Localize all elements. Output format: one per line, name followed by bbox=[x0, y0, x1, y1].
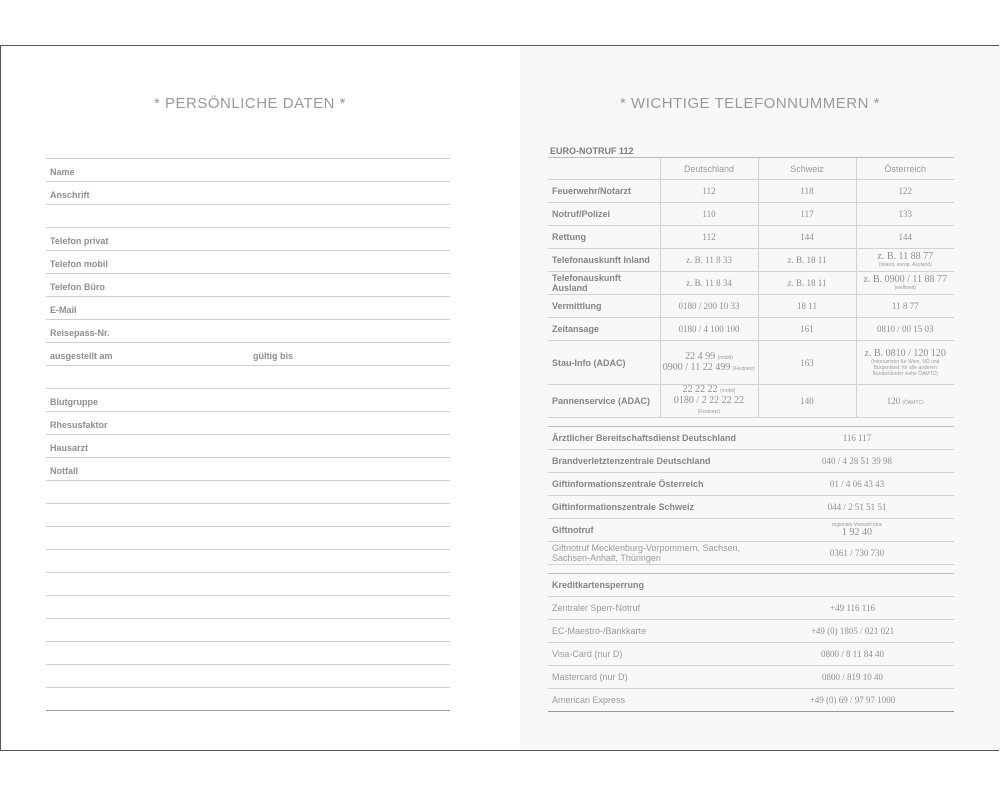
list-item bbox=[548, 427, 954, 450]
number-note: (mobil) bbox=[720, 388, 736, 394]
de-number: z. B. 11 8 34 bbox=[660, 272, 758, 295]
form-row[interactable] bbox=[46, 550, 450, 573]
card-number: 0800 / 819 10 40 bbox=[751, 666, 954, 689]
row-label: Zeitansage bbox=[548, 318, 660, 341]
ch-number: 140 bbox=[758, 385, 856, 418]
row-label: Notruf/Polizei bbox=[548, 203, 660, 226]
table-row bbox=[548, 226, 954, 249]
ch-number: 161 bbox=[758, 318, 856, 341]
number-line: 040 / 4 28 51 39 98 bbox=[821, 456, 892, 466]
form-row[interactable] bbox=[46, 343, 450, 366]
form-row[interactable] bbox=[46, 596, 450, 619]
section-spacer bbox=[548, 565, 954, 574]
row-label: Pannenservice (ADAC) bbox=[548, 385, 660, 418]
list-item bbox=[548, 496, 954, 519]
form-label: Name bbox=[50, 167, 75, 177]
credit-card-table bbox=[548, 574, 954, 712]
card-name: EC-Maestro-/Bankkarte bbox=[548, 620, 751, 643]
emergency-table-header bbox=[548, 158, 954, 180]
form-label: Blutgruppe bbox=[50, 397, 98, 407]
phone-numbers-title: * WICHTIGE TELEFONNUMMERN * bbox=[620, 95, 880, 112]
form-row[interactable] bbox=[46, 688, 450, 711]
table-row bbox=[548, 180, 954, 203]
list-item bbox=[548, 473, 954, 496]
ch-number: 118 bbox=[758, 180, 856, 203]
number-line: 1 92 40 bbox=[842, 527, 872, 538]
number-note: (ÖAMTC) bbox=[902, 400, 924, 406]
table-row bbox=[548, 203, 954, 226]
form-row[interactable] bbox=[46, 320, 450, 343]
form-row[interactable] bbox=[46, 527, 450, 550]
number-note: (Festnetz) bbox=[732, 365, 756, 372]
table-row bbox=[548, 341, 954, 385]
card-name: Zentraler Sperr-Notruf bbox=[548, 597, 751, 620]
form-label: E-Mail bbox=[50, 305, 77, 315]
form-row[interactable] bbox=[46, 642, 450, 665]
phone-numbers-section bbox=[548, 140, 954, 712]
form-row[interactable] bbox=[46, 665, 450, 688]
row-label: Stau-Info (ADAC) bbox=[548, 341, 660, 385]
card-name: American Express bbox=[548, 689, 751, 712]
number-line: 116 117 bbox=[842, 433, 872, 443]
de-number: 112 bbox=[660, 226, 758, 249]
form-label: Anschrift bbox=[50, 190, 90, 200]
personal-data-title: * PERSÖNLICHE DATEN * bbox=[154, 95, 346, 112]
list-item bbox=[548, 689, 954, 712]
at-number: 144 bbox=[856, 226, 954, 249]
service-number bbox=[760, 450, 954, 473]
table-row bbox=[548, 385, 954, 418]
table-row bbox=[548, 318, 954, 341]
form-row[interactable] bbox=[46, 435, 450, 458]
card-name: Visa-Card (nur D) bbox=[548, 643, 751, 666]
at-number: 11 8 77 bbox=[856, 295, 954, 318]
at-number: 0810 / 00 15 03 bbox=[856, 318, 954, 341]
number-line: z. B. 0900 / 11 88 77 bbox=[863, 274, 947, 285]
number-line: 0361 / 730 730 bbox=[829, 548, 885, 558]
euro-notruf-heading: EURO-NOTRUF 112 bbox=[548, 140, 954, 158]
form-label: Telefon mobil bbox=[50, 259, 108, 269]
number-line: 01 / 4 06 43 43 bbox=[829, 479, 885, 489]
form-label: Telefon privat bbox=[50, 236, 109, 246]
form-row[interactable] bbox=[46, 412, 450, 435]
number-note: (weltweit) bbox=[894, 285, 916, 291]
country-header: Deutschland bbox=[660, 158, 758, 180]
country-header: Österreich bbox=[856, 158, 954, 180]
service-number bbox=[760, 427, 954, 450]
table-row bbox=[548, 295, 954, 318]
list-item bbox=[548, 620, 954, 643]
card-number: 0800 / 8 11 84 40 bbox=[751, 643, 954, 666]
header-empty-cell bbox=[548, 158, 660, 180]
ch-number: 163 bbox=[758, 341, 856, 385]
de-number: 110 bbox=[660, 203, 758, 226]
form-row[interactable] bbox=[46, 205, 450, 228]
form-label-secondary: gültig bis bbox=[253, 351, 293, 361]
number-note: (Inland, europ. Ausland) bbox=[878, 262, 932, 268]
de-number bbox=[660, 385, 758, 418]
form-row[interactable] bbox=[46, 274, 450, 297]
form-label: Notfall bbox=[50, 466, 78, 476]
at-number bbox=[856, 341, 954, 385]
number-line: 0900 / 11 22 499 bbox=[662, 361, 731, 373]
form-label: Telefon Büro bbox=[50, 282, 105, 292]
service-name: Giftinformationszentrale Österreich bbox=[548, 473, 760, 496]
form-row[interactable] bbox=[46, 182, 450, 205]
form-row[interactable] bbox=[46, 297, 450, 320]
at-number bbox=[856, 385, 954, 418]
table-row bbox=[548, 249, 954, 272]
row-label: Vermittlung bbox=[548, 295, 660, 318]
ch-number: 18 11 bbox=[758, 295, 856, 318]
form-label: Hausarzt bbox=[50, 443, 89, 453]
service-number bbox=[760, 519, 954, 542]
row-label: Telefonauskunft Inland bbox=[548, 249, 660, 272]
at-number bbox=[856, 249, 954, 272]
service-number bbox=[760, 496, 954, 519]
de-number: z. B. 11 8 33 bbox=[660, 249, 758, 272]
section-spacer bbox=[548, 418, 954, 427]
personal-data-form bbox=[46, 158, 450, 711]
list-item bbox=[548, 450, 954, 473]
ch-number: z. B. 18 11 bbox=[758, 249, 856, 272]
form-row[interactable] bbox=[46, 504, 450, 527]
service-name: Giftnotruf bbox=[548, 519, 760, 542]
credit-card-heading: Kreditkartensperrung bbox=[548, 574, 954, 597]
form-row[interactable] bbox=[46, 481, 450, 504]
list-item bbox=[548, 643, 954, 666]
row-label: Rettung bbox=[548, 226, 660, 249]
list-item bbox=[548, 519, 954, 542]
at-number: 133 bbox=[856, 203, 954, 226]
number-note: (Festnetz) bbox=[697, 409, 721, 415]
service-number bbox=[760, 473, 954, 496]
form-row[interactable] bbox=[46, 158, 450, 182]
card-name: Mastercard (nur D) bbox=[548, 666, 751, 689]
services-table bbox=[548, 427, 954, 565]
form-label: Rhesusfaktor bbox=[50, 420, 108, 430]
number-line: z. B. 0810 / 120 120 bbox=[864, 347, 946, 359]
card-number: +49 116 116 bbox=[751, 597, 954, 620]
number-line: 120 bbox=[886, 396, 901, 406]
country-header: Schweiz bbox=[758, 158, 856, 180]
number-line: 0180 / 2 22 22 22 bbox=[673, 395, 745, 406]
form-row[interactable] bbox=[46, 458, 450, 481]
number-note: (Infonummer für Wien, NÖ und Burgenland, für alle anderen Bundesländer siehe ÖAMTC) bbox=[871, 358, 940, 377]
number-line: 044 / 2 51 51 51 bbox=[827, 502, 887, 512]
at-number: 122 bbox=[856, 180, 954, 203]
card-number: +49 (0) 1805 / 021 021 bbox=[751, 620, 954, 643]
form-row[interactable] bbox=[46, 366, 450, 389]
de-number: 0180 / 200 10 33 bbox=[660, 295, 758, 318]
number-note: (mobil) bbox=[717, 354, 733, 361]
number-line: z. B. 11 88 77 bbox=[877, 251, 934, 262]
number-note: regionale Vorwahl plus bbox=[831, 522, 883, 528]
form-row[interactable] bbox=[46, 251, 450, 274]
service-name: Giftinformationszentrale Schweiz bbox=[548, 496, 760, 519]
ch-number: 117 bbox=[758, 203, 856, 226]
emergency-table-body bbox=[548, 180, 954, 341]
number-line: 22 22 22 bbox=[682, 384, 718, 395]
table-row bbox=[548, 574, 954, 597]
form-row[interactable] bbox=[46, 573, 450, 596]
row-label: Feuerwehr/Notarzt bbox=[548, 180, 660, 203]
number-line: 22 4 99 bbox=[685, 350, 716, 362]
list-item bbox=[548, 542, 954, 565]
service-name: Ärztlicher Bereitschaftsdienst Deutschland bbox=[548, 427, 760, 450]
de-number bbox=[660, 341, 758, 385]
table-row bbox=[548, 272, 954, 295]
emergency-table bbox=[548, 158, 954, 418]
form-label: Reisepass-Nr. bbox=[50, 328, 110, 338]
service-name: Giftnotruf Mecklenburg-Vorpommern, Sachsen, Sachsen-Anhalt, Thüringen bbox=[548, 542, 760, 565]
de-number: 0180 / 4 100 100 bbox=[660, 318, 758, 341]
service-number bbox=[760, 542, 954, 565]
service-name: Brandverletztenzentrale Deutschland bbox=[548, 450, 760, 473]
ch-number: 144 bbox=[758, 226, 856, 249]
row-label: Telefonauskunft Ausland bbox=[548, 272, 660, 295]
de-number: 112 bbox=[660, 180, 758, 203]
at-number bbox=[856, 272, 954, 295]
services-body bbox=[548, 427, 954, 565]
card-number: +49 (0) 69 / 97 97 1000 bbox=[751, 689, 954, 712]
credit-card-body bbox=[548, 597, 954, 712]
form-row[interactable] bbox=[46, 619, 450, 642]
form-row[interactable] bbox=[46, 228, 450, 251]
list-item bbox=[548, 666, 954, 689]
ch-number: z. B. 18 11 bbox=[758, 272, 856, 295]
form-label: ausgestellt am bbox=[50, 351, 113, 361]
list-item bbox=[548, 597, 954, 620]
form-row[interactable] bbox=[46, 389, 450, 412]
